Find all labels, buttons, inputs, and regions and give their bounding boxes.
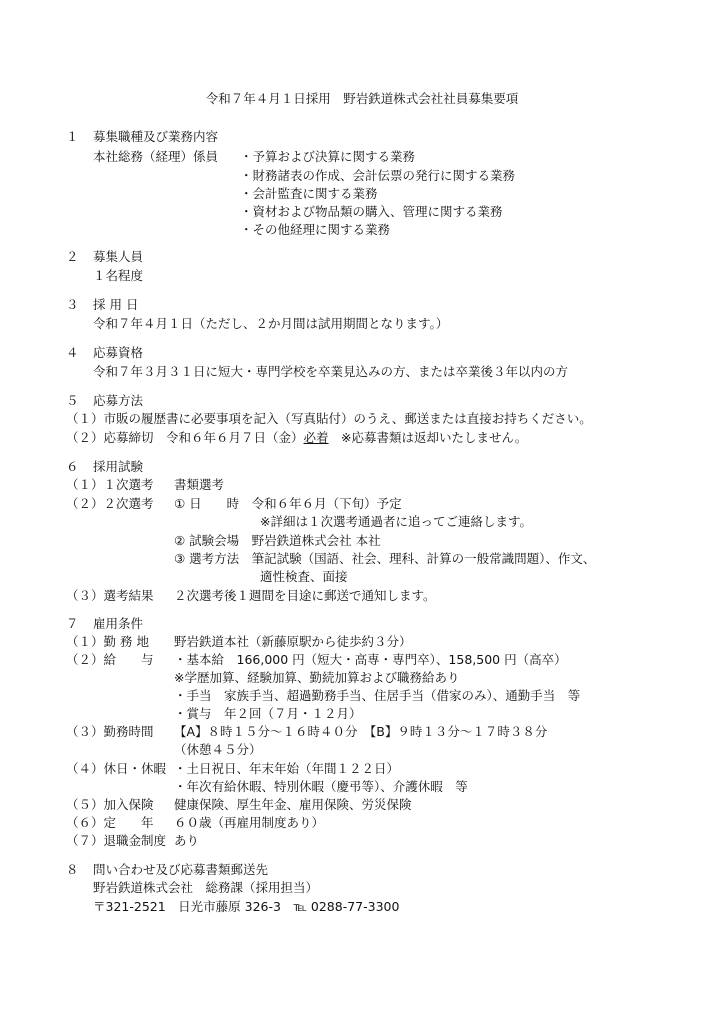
application-deadline bbox=[66, 430, 527, 446]
section-1-heading: 募集職種及び業務内容 bbox=[93, 129, 219, 144]
terms-value: 健康保険、厚生年金、雇用保険、労災保険 bbox=[174, 797, 412, 812]
eligibility: 令和７年３月３１日に短大・専門学校を卒業見込みの方、または卒業後３年以内の方 bbox=[93, 364, 569, 379]
terms-value: （休憩４５分） bbox=[174, 742, 262, 757]
section-2-number: ２ bbox=[66, 249, 79, 264]
terms-value: ・手当 家族手当、超過勤務手当、住居手当（借家のみ）、通勤手当 等 bbox=[174, 688, 581, 703]
terms-value: ・土日祝日、年末年始（年間１２２日） bbox=[174, 761, 400, 776]
terms-value: あり bbox=[174, 833, 200, 848]
section-1-number: １ bbox=[66, 129, 79, 144]
terms-label: （１）勤 務 地 bbox=[66, 634, 149, 649]
section-7-heading: 雇用条件 bbox=[93, 616, 144, 631]
section-6-heading: 採用試験 bbox=[93, 459, 144, 474]
contact-address: 〒321-2521 日光市藤原 326-3 ℡ 0288-77-3300 bbox=[93, 899, 400, 914]
section-5-heading: 応募方法 bbox=[93, 393, 144, 408]
headcount: １名程度 bbox=[93, 268, 144, 283]
job-role: 本社総務（経理）係員 bbox=[93, 149, 219, 164]
duty-item: ・資材および物品類の購入、管理に関する業務 bbox=[240, 204, 503, 219]
hire-date: 令和７年４月１日（ただし、２か月間は試用期間となります。） bbox=[93, 316, 449, 331]
section-5-number: ５ bbox=[66, 393, 79, 408]
terms-value: ・賞与 年２回（７月・１２月） bbox=[174, 706, 362, 721]
exam-row-value: 書類選考 bbox=[174, 477, 225, 492]
terms-value: ６０歳（再雇用制度あり） bbox=[174, 815, 325, 830]
exam-schedule-note: ※詳細は１次選考通過者に追ってご連絡します。 bbox=[260, 514, 532, 529]
section-3-heading: 採 用 日 bbox=[93, 297, 139, 312]
contact-department: 野岩鉄道株式会社 総務課（採用担当） bbox=[93, 880, 319, 895]
section-8-heading: 問い合わせ及び応募書類郵送先 bbox=[93, 862, 269, 877]
exam-row-value: ２次選考後１週間を目途に郵送で通知します。 bbox=[174, 588, 436, 603]
terms-label: （２）給 与 bbox=[66, 652, 154, 667]
terms-value: ※学歴加算、経験加算、勤続加算および職務給あり bbox=[174, 670, 460, 685]
exam-schedule: ① 日 時 令和６年６月（下旬）予定 bbox=[174, 496, 402, 511]
section-3-number: ３ bbox=[66, 297, 79, 312]
section-4-heading: 応募資格 bbox=[93, 345, 144, 360]
exam-row-label: （１）１次選考 bbox=[66, 477, 154, 492]
section-6-number: ６ bbox=[66, 459, 79, 474]
section-7-number: ７ bbox=[66, 616, 79, 631]
duty-item: ・その他経理に関する業務 bbox=[240, 222, 391, 237]
deadline-must-arrive: 必着 bbox=[303, 430, 329, 445]
section-8-number: ８ bbox=[66, 862, 79, 877]
deadline-text: （２）応募締切 令和６年６月７日（金） bbox=[66, 430, 304, 445]
terms-value: ・年次有給休暇、特別休暇（慶弔等）、介護休暇 等 bbox=[174, 779, 468, 794]
terms-label: （３）勤務時間 bbox=[66, 724, 154, 739]
terms-label: （４）休日・休暇 bbox=[66, 761, 167, 776]
exam-row-label: （３）選考結果 bbox=[66, 588, 154, 603]
terms-label: （５）加入保険 bbox=[66, 797, 154, 812]
document-title: 令和７年４月１日採用 野岩鉄道株式会社社員募集要項 bbox=[205, 91, 519, 106]
terms-label: （６）定 年 bbox=[66, 815, 154, 830]
deadline-note: ※応募書類は返却いたしません。 bbox=[328, 430, 528, 445]
application-method: （１）市販の履歴書に必要事項を記入（写真貼付）のうえ、郵送または直接お持ちください。 bbox=[66, 411, 592, 426]
terms-label: （７）退職金制度 bbox=[66, 833, 167, 848]
duty-item: ・財務諸表の作成、会計伝票の発行に関する業務 bbox=[240, 168, 516, 183]
terms-value: ・基本給 166,000 円（短大・高専・専門卒）、158,500 円（高卒） bbox=[174, 652, 567, 667]
exam-venue: ② 試験会場 野岩鉄道株式会社 本社 bbox=[174, 533, 381, 548]
terms-value: 【A】８時１５分～１６時４０分 【B】９時１３分～１７時３８分 bbox=[174, 724, 548, 739]
section-4-number: ４ bbox=[66, 345, 79, 360]
duty-item: ・予算および決算に関する業務 bbox=[240, 149, 416, 164]
section-2-heading: 募集人員 bbox=[93, 249, 144, 264]
terms-value: 野岩鉄道本社（新藤原駅から徒歩約３分） bbox=[174, 634, 412, 649]
duty-item: ・会計監査に関する業務 bbox=[240, 186, 378, 201]
exam-method: ③ 選考方法 筆記試験（国語、社会、理科、計算の一般常識問題）、作文、 bbox=[174, 551, 596, 566]
exam-method-cont: 適性検査、面接 bbox=[260, 569, 348, 584]
exam-row-label: （２）２次選考 bbox=[66, 496, 154, 511]
